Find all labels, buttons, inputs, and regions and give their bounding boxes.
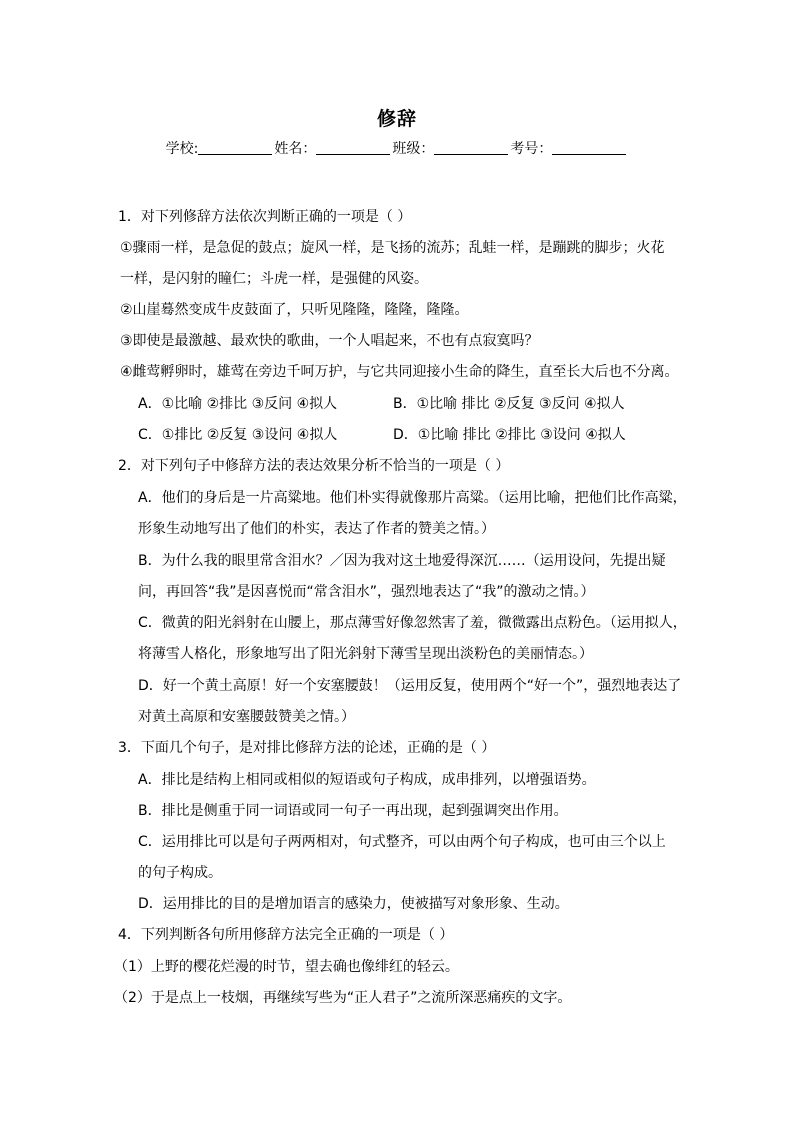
q2-option-c-cont: 将薄雪人格化，形象地写出了阳光斜射下薄雪呈现出淡粉色的美丽情态。） <box>138 646 593 662</box>
class-blank[interactable] <box>434 140 508 155</box>
school-blank[interactable] <box>198 140 272 155</box>
q3-option-c[interactable]: C．运用排比可以是句子两两相对，句式整齐，可以由两个句子构成，也可由三个以上 <box>138 834 666 850</box>
q1-sentence-4: ④雌莺孵卵时，雄莺在旁边千呵万护，与它共同迎接小生命的降生，直至长大后也不分离。 <box>120 364 679 380</box>
q1-sentence-2: ②山崖蓦然变成牛皮鼓面了，只听见隆隆，隆隆，隆隆。 <box>120 302 469 318</box>
q1-sentence-1-cont: 一样，是闪射的瞳仁；斗虎一样，是强健的风姿。 <box>120 271 428 287</box>
school-label: 学校: <box>165 141 199 157</box>
student-info-line <box>0 138 794 158</box>
exam-number-field <box>510 138 628 158</box>
name-field <box>274 138 392 158</box>
exam-number-label: 考号： <box>510 141 553 157</box>
q4-stem: 4．下列判断各句所用修辞方法完全正确的一项是（ ） <box>118 927 454 943</box>
q1-sentence-1: ①骤雨一样，是急促的鼓点；旋风一样，是飞扬的流苏；乱蛙一样，是蹦跳的脚步；火花 <box>120 240 665 256</box>
q3-stem: 3．下面几个句子，是对排比修辞方法的论述，正确的是（ ） <box>118 740 496 756</box>
q2-option-d[interactable]: D．好一个黄土高原！好一个安塞腰鼓！（运用反复，使用两个“好一个”，强烈地表达了 <box>138 678 682 694</box>
q2-stem: 2．对下列句子中修辞方法的表达效果分析不恰当的一项是（ ） <box>118 458 510 474</box>
class-label: 班级： <box>392 141 435 157</box>
q2-option-b[interactable]: B．为什么我的眼里常含泪水？／因为我对这土地爱得深沉……（运用设问，先提出疑 <box>138 553 666 569</box>
q4-sentence-1: （1）上野的樱花烂漫的时节，望去确也像绯红的轻云。 <box>114 959 459 975</box>
page-title: 修辞 <box>376 108 417 130</box>
q2-option-a[interactable]: A．他们的身后是一片高粱地。他们朴实得就像那片高粱。（运用比喻，把他们比作高粱， <box>138 490 687 506</box>
q3-option-a[interactable]: A．排比是结构上相同或相似的短语或句子构成，成串排列，以增强语势。 <box>138 772 596 788</box>
q2-option-b-cont: 问，再回答“我”是因喜悦而“常含泪水”，强烈地表达了“我”的激动之情。） <box>138 584 595 600</box>
class-field <box>392 138 510 158</box>
name-blank[interactable] <box>316 140 390 155</box>
q1-option-d[interactable]: D．①比喻 排比 ②排比 ③设问 ④拟人 <box>393 427 626 443</box>
q2-option-d-cont: 对黄土高原和安塞腰鼓赞美之情。） <box>138 709 355 725</box>
q4-sentence-2: （2）于是点上一枝烟，再继续写些为“正人君子”之流所深恶痛疾的文字。 <box>114 990 572 1006</box>
school-field <box>166 138 275 158</box>
q3-option-d[interactable]: D．运用排比的目的是增加语言的感染力，使被描写对象形象、生动。 <box>138 896 569 912</box>
q1-sentence-3: ③即使是最激越、最欢快的歌曲，一个人唱起来，不也有点寂寞吗？ <box>120 333 539 349</box>
q1-stem: 1．对下列修辞方法依次判断正确的一项是（ ） <box>118 209 412 225</box>
q1-option-c[interactable]: C．①排比 ②反复 ③设问 ④拟人 <box>138 427 338 443</box>
q1-option-b[interactable]: B．①比喻 排比 ②反复 ③反问 ④拟人 <box>393 396 625 412</box>
q2-option-a-cont: 形象生动地写出了他们的朴实，表达了作者的赞美之情。） <box>138 521 495 537</box>
exam-number-blank[interactable] <box>552 140 626 155</box>
q1-option-a[interactable]: A．①比喻 ②排比 ③反问 ④拟人 <box>138 396 338 412</box>
name-label: 姓名： <box>274 141 317 157</box>
q3-option-c-cont: 的句子构成。 <box>138 865 222 881</box>
q3-option-b[interactable]: B．排比是侧重于同一词语或同一句子一再出现，起到强调突出作用。 <box>138 803 568 819</box>
q2-option-c[interactable]: C．微黄的阳光斜射在山腰上，那点薄雪好像忽然害了羞，微微露出点粉色。（运用拟人， <box>138 615 687 631</box>
